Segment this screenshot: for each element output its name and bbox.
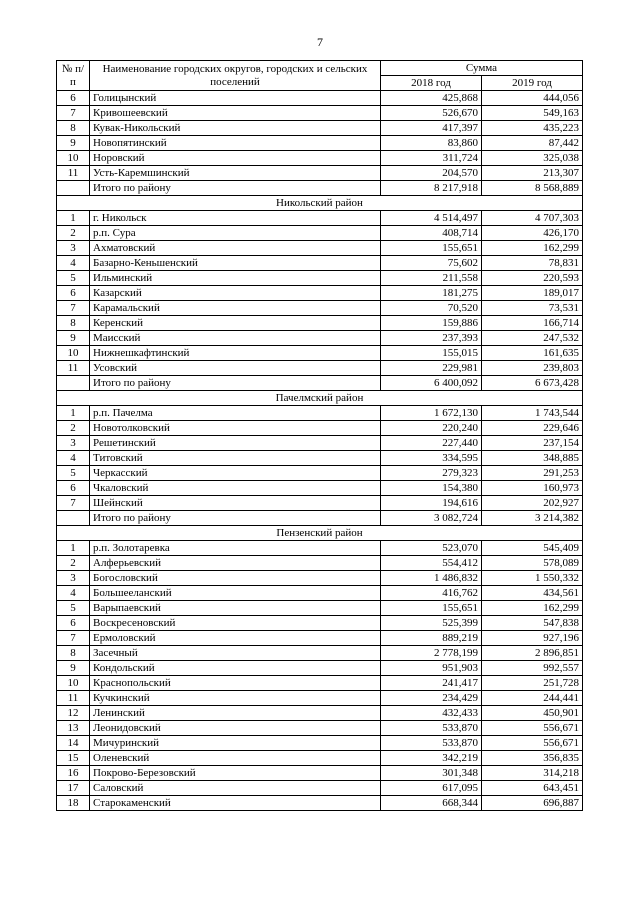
settlement-name: Титовский	[90, 451, 381, 466]
row-number: 9	[57, 661, 90, 676]
table-row	[57, 421, 583, 436]
value-2018: 416,762	[381, 586, 482, 601]
table-row	[57, 721, 583, 736]
settlement-name: Кучкинский	[90, 691, 381, 706]
table-row	[57, 706, 583, 721]
value-2019: 237,154	[482, 436, 583, 451]
table-row	[57, 481, 583, 496]
settlement-name: г. Никольск	[90, 211, 381, 226]
value-2018: 668,344	[381, 796, 482, 811]
settlement-name: Новопятинский	[90, 136, 381, 151]
value-2018: 155,651	[381, 241, 482, 256]
table-header	[57, 61, 583, 91]
value-2018: 204,570	[381, 166, 482, 181]
table-row	[57, 256, 583, 271]
value-2019: 348,885	[482, 451, 583, 466]
section-row	[57, 196, 583, 211]
row-number: 3	[57, 241, 90, 256]
value-2018: 301,348	[381, 766, 482, 781]
value-2018: 279,323	[381, 466, 482, 481]
value-2018: 4 514,497	[381, 211, 482, 226]
settlement-name: Ильминский	[90, 271, 381, 286]
table-row	[57, 436, 583, 451]
value-2018: 408,714	[381, 226, 482, 241]
row-number: 5	[57, 271, 90, 286]
settlement-name: Мичуринский	[90, 736, 381, 751]
value-2019: 556,671	[482, 736, 583, 751]
value-2019: 166,714	[482, 316, 583, 331]
total-empty-cell	[57, 181, 90, 196]
settlement-name: Решетинский	[90, 436, 381, 451]
value-2019: 434,561	[482, 586, 583, 601]
section-title: Пензенский район	[57, 526, 583, 541]
value-2019: 239,803	[482, 361, 583, 376]
settlement-name: Старокаменский	[90, 796, 381, 811]
value-2018: 617,095	[381, 781, 482, 796]
row-number: 8	[57, 646, 90, 661]
table-body	[57, 91, 583, 811]
value-2019: 696,887	[482, 796, 583, 811]
row-number: 2	[57, 421, 90, 436]
value-2019: 251,728	[482, 676, 583, 691]
settlement-name: Большееланский	[90, 586, 381, 601]
table-row	[57, 631, 583, 646]
value-2018: 1 486,832	[381, 571, 482, 586]
total-row	[57, 376, 583, 391]
value-2018: 194,616	[381, 496, 482, 511]
table-row	[57, 496, 583, 511]
total-2019: 8 568,889	[482, 181, 583, 196]
value-2019: 643,451	[482, 781, 583, 796]
total-2018: 6 400,092	[381, 376, 482, 391]
row-number: 12	[57, 706, 90, 721]
value-2018: 70,520	[381, 301, 482, 316]
value-2019: 356,835	[482, 751, 583, 766]
value-2018: 2 778,199	[381, 646, 482, 661]
table-row	[57, 451, 583, 466]
value-2019: 927,196	[482, 631, 583, 646]
settlement-name: Керенский	[90, 316, 381, 331]
value-2018: 889,219	[381, 631, 482, 646]
table-row	[57, 691, 583, 706]
table-row	[57, 556, 583, 571]
settlement-name: Кондольский	[90, 661, 381, 676]
row-number: 10	[57, 346, 90, 361]
value-2019: 244,441	[482, 691, 583, 706]
value-2018: 83,860	[381, 136, 482, 151]
table-row	[57, 301, 583, 316]
row-number: 2	[57, 226, 90, 241]
value-2018: 241,417	[381, 676, 482, 691]
table-row	[57, 136, 583, 151]
settlement-name: Усовский	[90, 361, 381, 376]
value-2019: 78,831	[482, 256, 583, 271]
budget-table	[56, 60, 583, 811]
value-2018: 533,870	[381, 736, 482, 751]
row-number: 18	[57, 796, 90, 811]
row-number: 13	[57, 721, 90, 736]
value-2018: 334,595	[381, 451, 482, 466]
total-empty-cell	[57, 511, 90, 526]
table-row	[57, 331, 583, 346]
value-2018: 1 672,130	[381, 406, 482, 421]
value-2019: 160,973	[482, 481, 583, 496]
settlement-name: Краснопольский	[90, 676, 381, 691]
total-empty-cell	[57, 376, 90, 391]
settlement-name: Саловский	[90, 781, 381, 796]
value-2019: 213,307	[482, 166, 583, 181]
row-number: 6	[57, 481, 90, 496]
value-2019: 992,557	[482, 661, 583, 676]
settlement-name: Ермоловский	[90, 631, 381, 646]
table-row	[57, 661, 583, 676]
settlement-name: р.п. Золотаревка	[90, 541, 381, 556]
row-number: 1	[57, 406, 90, 421]
settlement-name: Новотолковский	[90, 421, 381, 436]
settlement-name: Черкасский	[90, 466, 381, 481]
settlement-name: Богословский	[90, 571, 381, 586]
value-2019: 189,017	[482, 286, 583, 301]
value-2019: 202,927	[482, 496, 583, 511]
value-2019: 87,442	[482, 136, 583, 151]
row-number: 10	[57, 151, 90, 166]
table-row	[57, 346, 583, 361]
table-row	[57, 121, 583, 136]
value-2019: 325,038	[482, 151, 583, 166]
table-row	[57, 316, 583, 331]
table-row	[57, 361, 583, 376]
value-2019: 1 550,332	[482, 571, 583, 586]
table-row	[57, 601, 583, 616]
total-2019: 3 214,382	[482, 511, 583, 526]
value-2018: 229,981	[381, 361, 482, 376]
settlement-name: Норовский	[90, 151, 381, 166]
settlement-name: Воскресеновский	[90, 616, 381, 631]
value-2018: 237,393	[381, 331, 482, 346]
value-2018: 525,399	[381, 616, 482, 631]
row-number: 15	[57, 751, 90, 766]
value-2019: 426,170	[482, 226, 583, 241]
value-2019: 435,223	[482, 121, 583, 136]
header-year-2018: 2018 год	[381, 76, 482, 91]
table-row	[57, 586, 583, 601]
row-number: 4	[57, 451, 90, 466]
row-number: 9	[57, 136, 90, 151]
row-number: 9	[57, 331, 90, 346]
value-2019: 229,646	[482, 421, 583, 436]
value-2018: 155,651	[381, 601, 482, 616]
table-row	[57, 166, 583, 181]
section-row	[57, 391, 583, 406]
row-number: 1	[57, 211, 90, 226]
table-row	[57, 541, 583, 556]
settlement-name: Алферьевский	[90, 556, 381, 571]
total-2019: 6 673,428	[482, 376, 583, 391]
row-number: 4	[57, 256, 90, 271]
table-row	[57, 226, 583, 241]
table-row	[57, 406, 583, 421]
header-name: Наименование городских округов, городских и сельских поселений	[90, 61, 381, 91]
value-2018: 227,440	[381, 436, 482, 451]
value-2019: 450,901	[482, 706, 583, 721]
settlement-name: Засечный	[90, 646, 381, 661]
row-number: 11	[57, 691, 90, 706]
value-2019: 547,838	[482, 616, 583, 631]
table-row	[57, 766, 583, 781]
total-row	[57, 181, 583, 196]
table-row	[57, 616, 583, 631]
settlement-name: Кувак-Никольский	[90, 121, 381, 136]
table-row	[57, 571, 583, 586]
total-row	[57, 511, 583, 526]
section-row	[57, 526, 583, 541]
table-row	[57, 466, 583, 481]
value-2018: 155,015	[381, 346, 482, 361]
value-2019: 73,531	[482, 301, 583, 316]
row-number: 6	[57, 91, 90, 106]
table-row	[57, 106, 583, 121]
row-number: 8	[57, 316, 90, 331]
table-row	[57, 751, 583, 766]
table-row	[57, 676, 583, 691]
value-2018: 425,868	[381, 91, 482, 106]
settlement-name: Леонидовский	[90, 721, 381, 736]
row-number: 8	[57, 121, 90, 136]
total-2018: 3 082,724	[381, 511, 482, 526]
value-2018: 154,380	[381, 481, 482, 496]
table-row	[57, 241, 583, 256]
total-label: Итого по району	[90, 376, 381, 391]
value-2018: 211,558	[381, 271, 482, 286]
row-number: 6	[57, 286, 90, 301]
table-row	[57, 796, 583, 811]
table-row	[57, 646, 583, 661]
table-row	[57, 736, 583, 751]
value-2019: 578,089	[482, 556, 583, 571]
row-number: 6	[57, 616, 90, 631]
section-title: Никольский район	[57, 196, 583, 211]
row-number: 16	[57, 766, 90, 781]
value-2019: 291,253	[482, 466, 583, 481]
table-row	[57, 151, 583, 166]
total-2018: 8 217,918	[381, 181, 482, 196]
settlement-name: Чкаловский	[90, 481, 381, 496]
value-2019: 444,056	[482, 91, 583, 106]
row-number: 2	[57, 556, 90, 571]
page-number: 7	[317, 35, 323, 49]
row-number: 7	[57, 496, 90, 511]
value-2018: 234,429	[381, 691, 482, 706]
table-row	[57, 211, 583, 226]
settlement-name: Покрово-Березовский	[90, 766, 381, 781]
value-2018: 533,870	[381, 721, 482, 736]
settlement-name: Казарский	[90, 286, 381, 301]
value-2019: 549,163	[482, 106, 583, 121]
value-2019: 556,671	[482, 721, 583, 736]
row-number: 3	[57, 571, 90, 586]
value-2018: 554,412	[381, 556, 482, 571]
table-row	[57, 271, 583, 286]
table-row	[57, 286, 583, 301]
value-2018: 311,724	[381, 151, 482, 166]
settlement-name: р.п. Сура	[90, 226, 381, 241]
settlement-name: Голицынский	[90, 91, 381, 106]
settlement-name: Ленинский	[90, 706, 381, 721]
row-number: 17	[57, 781, 90, 796]
section-title: Пачелмский район	[57, 391, 583, 406]
value-2019: 1 743,544	[482, 406, 583, 421]
value-2018: 417,397	[381, 121, 482, 136]
value-2019: 314,218	[482, 766, 583, 781]
row-number: 14	[57, 736, 90, 751]
row-number: 5	[57, 466, 90, 481]
settlement-name: Варыпаевский	[90, 601, 381, 616]
value-2019: 4 707,303	[482, 211, 583, 226]
settlement-name: Шейнский	[90, 496, 381, 511]
value-2019: 220,593	[482, 271, 583, 286]
row-number: 10	[57, 676, 90, 691]
settlement-name: Усть-Каремшинский	[90, 166, 381, 181]
total-label: Итого по району	[90, 511, 381, 526]
value-2019: 162,299	[482, 241, 583, 256]
value-2019: 247,532	[482, 331, 583, 346]
row-number: 1	[57, 541, 90, 556]
value-2018: 523,070	[381, 541, 482, 556]
settlement-name: Карамальский	[90, 301, 381, 316]
settlement-name: Кривошеевский	[90, 106, 381, 121]
value-2018: 951,903	[381, 661, 482, 676]
row-number: 5	[57, 601, 90, 616]
value-2019: 162,299	[482, 601, 583, 616]
value-2018: 181,275	[381, 286, 482, 301]
value-2018: 220,240	[381, 421, 482, 436]
settlement-name: Нижнешкафтинский	[90, 346, 381, 361]
row-number: 11	[57, 361, 90, 376]
row-number: 7	[57, 301, 90, 316]
value-2019: 161,635	[482, 346, 583, 361]
value-2019: 2 896,851	[482, 646, 583, 661]
value-2018: 159,886	[381, 316, 482, 331]
settlement-name: Базарно-Кеньшенский	[90, 256, 381, 271]
header-year-2019: 2019 год	[482, 76, 583, 91]
value-2019: 545,409	[482, 541, 583, 556]
total-label: Итого по району	[90, 181, 381, 196]
table-row	[57, 91, 583, 106]
value-2018: 342,219	[381, 751, 482, 766]
settlement-name: р.п. Пачелма	[90, 406, 381, 421]
row-number: 4	[57, 586, 90, 601]
value-2018: 432,433	[381, 706, 482, 721]
value-2018: 75,602	[381, 256, 482, 271]
row-number: 7	[57, 106, 90, 121]
row-number: 3	[57, 436, 90, 451]
settlement-name: Оленевский	[90, 751, 381, 766]
table-row	[57, 781, 583, 796]
row-number: 11	[57, 166, 90, 181]
header-num: № п/п	[57, 61, 90, 91]
settlement-name: Маисский	[90, 331, 381, 346]
value-2018: 526,670	[381, 106, 482, 121]
header-sum: Сумма	[381, 61, 583, 76]
settlement-name: Ахматовский	[90, 241, 381, 256]
row-number: 7	[57, 631, 90, 646]
